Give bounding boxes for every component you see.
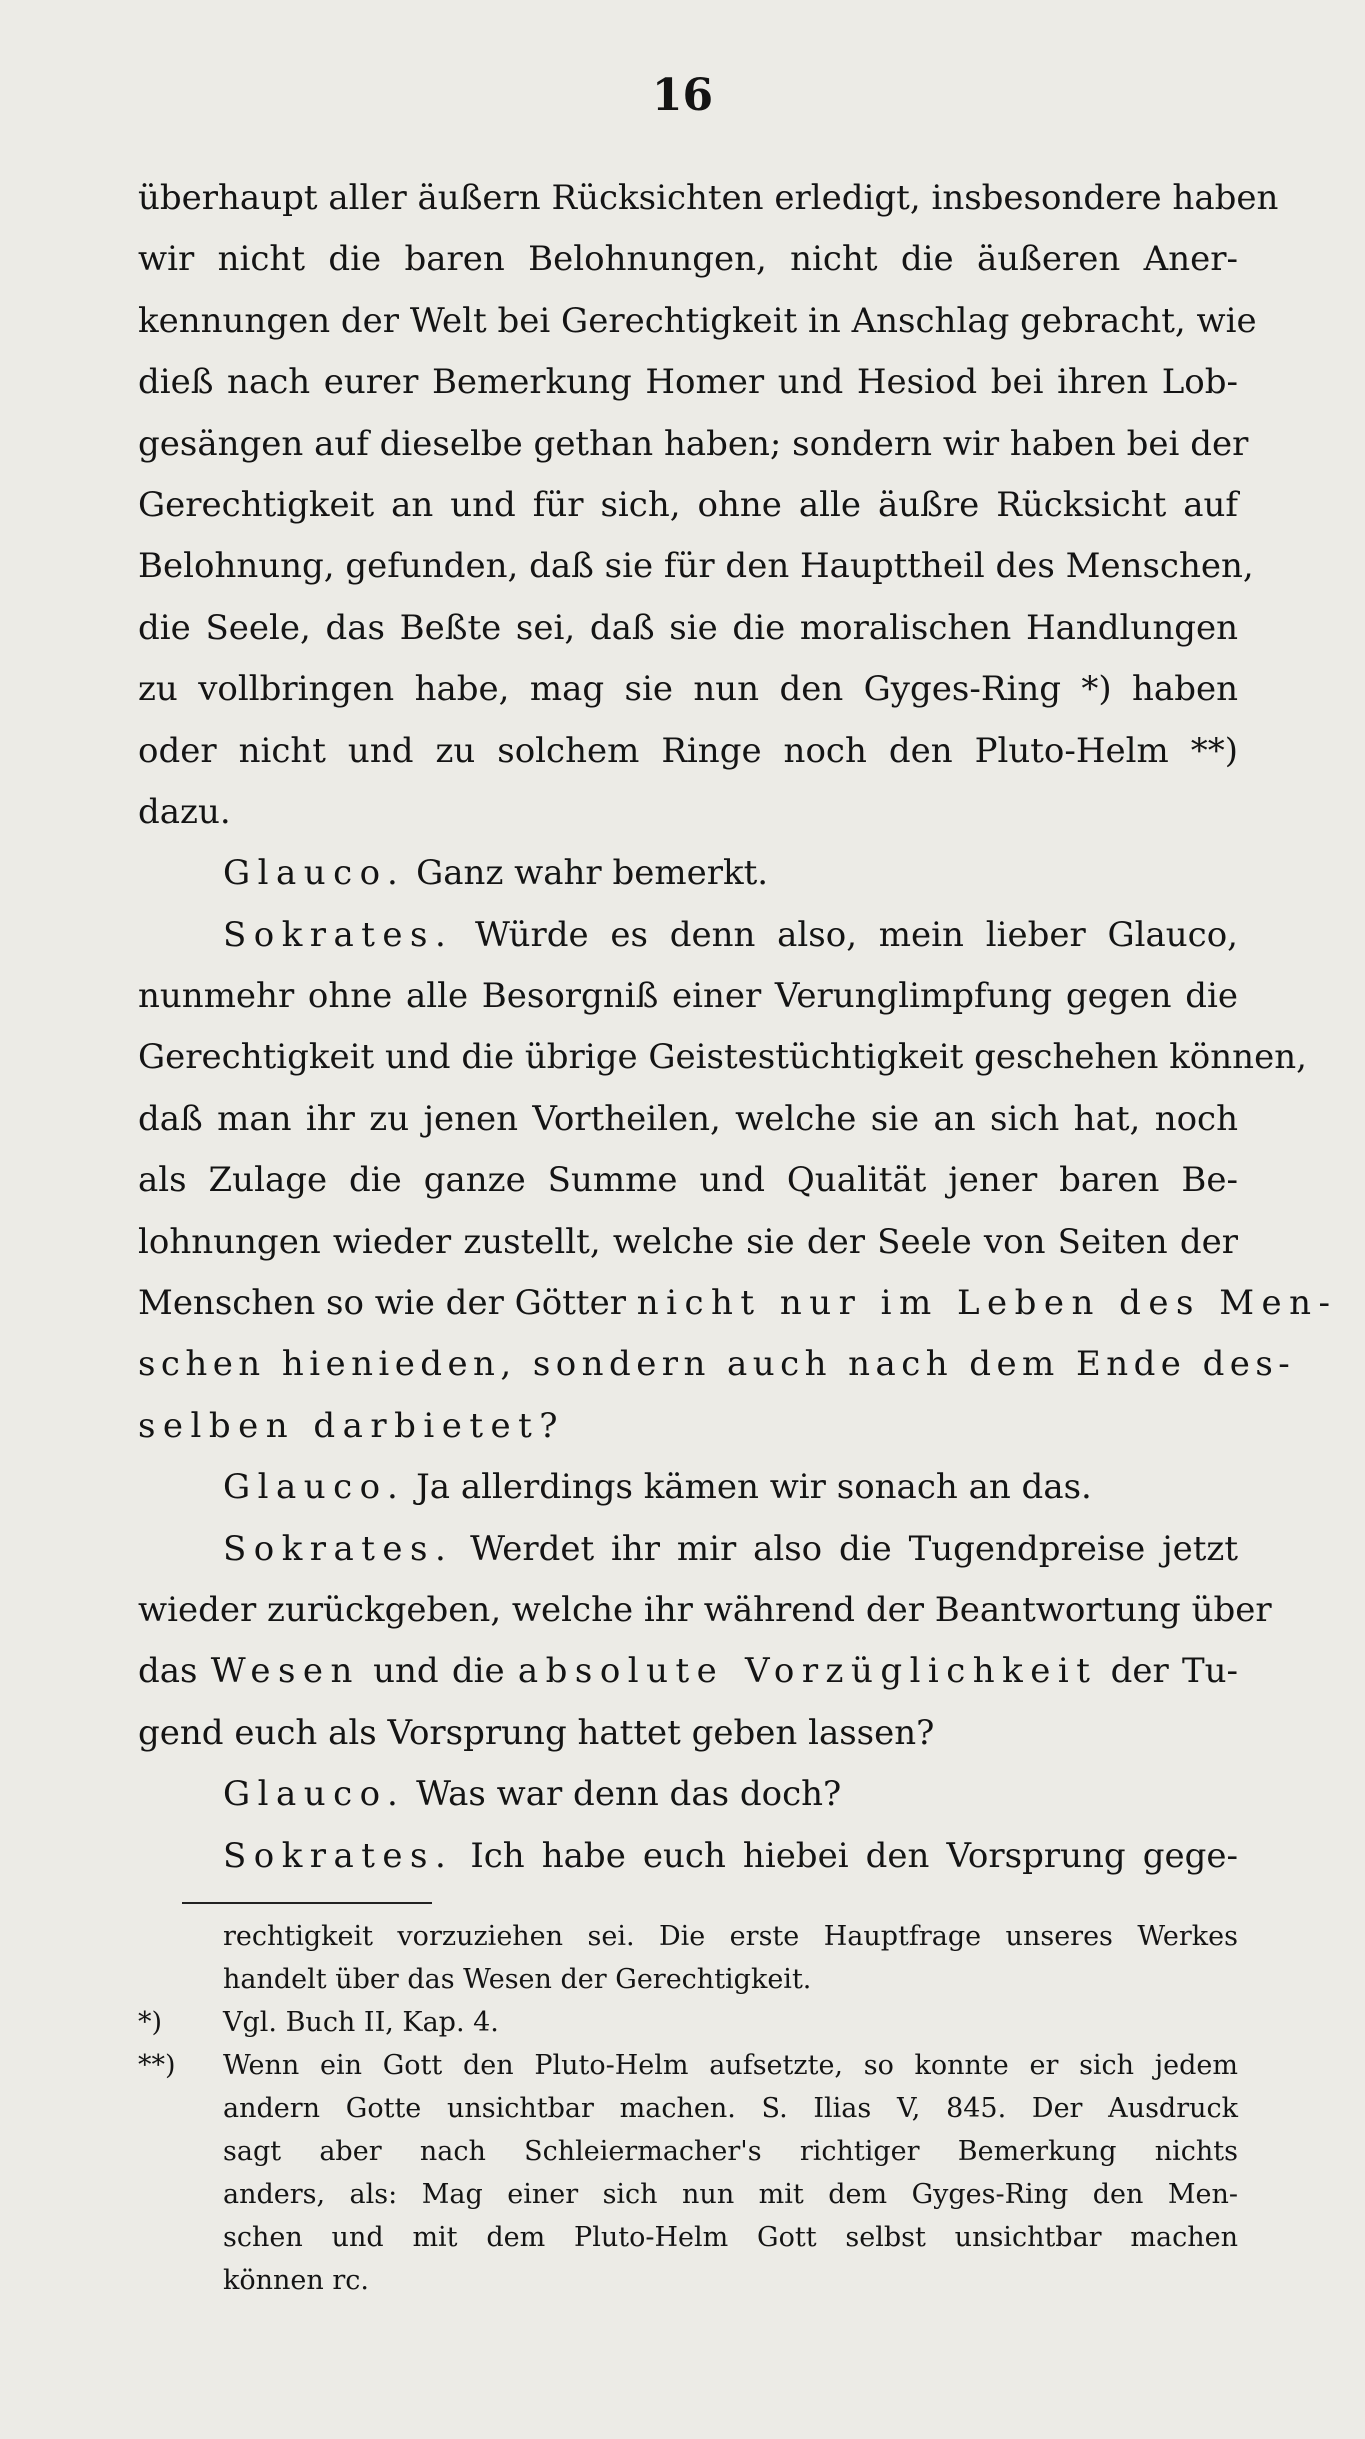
spaced-text: nicht nur im Leben des Men- (636, 1283, 1338, 1324)
text-line: nunmehr ohne alle Besorgniß einer Verunglimpfung gegen die (138, 976, 1238, 1017)
speech-text: Ich habe euch hiebei den Vorsprung gege- (470, 1835, 1238, 1876)
footnote-body (223, 2001, 1238, 2044)
footnotes (138, 1915, 1238, 2302)
text-line: Gerechtigkeit an und für sich, ohne alle äußre Rücksicht auf (138, 484, 1238, 525)
text-segment: der Tu- (1110, 1651, 1239, 1692)
spaced-text: absolute Vorzüglichkeit (517, 1651, 1098, 1692)
text-line: gend euch als Vorsprung hattet geben lassen? (138, 1712, 935, 1753)
footnote (138, 2044, 1238, 2302)
spaced-text: Wesen (210, 1651, 360, 1692)
text-line (138, 1641, 1238, 1702)
speech-text: Ja allerdings kämen wir sonach an das. (416, 1467, 1092, 1508)
dialogue-line (138, 843, 1238, 904)
footnote-line: anders, als: Mag einer sich nun mit dem Gyges-Ring den Men- (223, 2179, 1238, 2210)
footnote-line: sagt aber nach Schleiermacher's richtiger Bemerkung nichts (223, 2136, 1238, 2167)
text-line: Belohnung, gefunden, daß sie für den Haupttheil des Menschen, (138, 546, 1254, 587)
text-segment: und die (373, 1651, 505, 1692)
text-line: dazu. (138, 791, 231, 832)
footnote-line: schen und mit dem Pluto-Helm Gott selbst unsichtbar machen (223, 2222, 1238, 2253)
text-line: daß man ihr zu jenen Vortheilen, welche sie an sich hat, noch (138, 1098, 1238, 1139)
dialogue-line (138, 1764, 1238, 1825)
speech-text: Was war denn das doch? (416, 1774, 842, 1815)
text-line: Gerechtigkeit und die übrige Geistestüchtigkeit geschehen können, (138, 1037, 1307, 1078)
footnote-continuation-line: handelt über das Wesen der Gerechtigkeit. (223, 1964, 812, 1995)
spaced-line: selben darbietet? (138, 1405, 565, 1446)
text-line: gesängen auf dieselbe gethan haben; sondern wir haben bei der (138, 423, 1249, 464)
speaker-name: Glauco. (223, 853, 406, 894)
footnote-continuation-line: rechtigkeit vorzuziehen sei. Die erste Hauptfrage unseres Werkes (223, 1921, 1238, 1952)
text-segment: das (138, 1651, 198, 1692)
text-line (138, 1273, 1338, 1334)
footnote-mark: **) (138, 2050, 176, 2081)
text-line: kennungen der Welt bei Gerechtigkeit in Anschlag gebracht, wie (138, 300, 1257, 341)
speech-text: Werdet ihr mir also die Tugendpreise jetzt (470, 1528, 1239, 1569)
footnote (138, 2001, 1238, 2044)
speaker-name: Glauco. (223, 1467, 406, 1508)
speaker-name: Glauco. (223, 1774, 406, 1815)
text-line: die Seele, das Beßte sei, daß sie die moralischen Handlungen (138, 607, 1238, 648)
footnote-line: andern Gotte unsichtbar machen. S. Ilias V, 845. Der Ausdruck (223, 2093, 1238, 2124)
text-line: oder nicht und zu solchem Ringe noch den Pluto-Helm **) (138, 730, 1238, 771)
footnote-body (223, 2044, 1238, 2302)
text-line: als Zulage die ganze Summe und Qualität jener baren Be- (138, 1160, 1238, 1201)
text-line: überhaupt aller äußern Rücksichten erledigt, insbesondere haben (138, 178, 1279, 218)
text-line: wieder zurückgeben, welche ihr während der Beantwortung über (138, 1589, 1272, 1630)
speaker-name: Sokrates. (223, 914, 454, 955)
footnote-line: können rc. (223, 2265, 369, 2296)
dialogue-line (138, 1519, 1238, 1580)
dialogue-line (138, 1826, 1238, 1887)
main-text (138, 168, 1338, 1887)
text-line: zu vollbringen habe, mag sie nun den Gyges-Ring *) haben (138, 669, 1238, 710)
spaced-line: schen hienieden, sondern auch nach dem Ende des- (138, 1344, 1296, 1385)
speech-text: Ganz wahr bemerkt. (416, 853, 769, 894)
speech-text: Würde es denn also, mein lieber Glauco, (475, 914, 1238, 955)
text-line: wir nicht die baren Belohnungen, nicht die äußeren Aner- (138, 239, 1238, 280)
dialogue-line (138, 1457, 1238, 1518)
dialogue-line (138, 905, 1238, 966)
footnote-separator (182, 1902, 432, 1904)
speaker-name: Sokrates. (223, 1528, 454, 1569)
text-segment: Menschen so wie der Götter (138, 1283, 626, 1324)
footnote-line: Wenn ein Gott den Pluto-Helm aufsetzte, so konnte er sich jedem (223, 2050, 1238, 2081)
footnote-line: Vgl. Buch II, Kap. 4. (223, 2007, 499, 2038)
text-line: lohnungen wieder zustellt, welche sie der Seele von Seiten der (138, 1221, 1238, 1262)
speaker-name: Sokrates. (223, 1835, 454, 1876)
text-line: dieß nach eurer Bemerkung Homer und Hesiod bei ihren Lob- (138, 362, 1238, 403)
page-number: 16 (651, 70, 714, 121)
footnote-mark: *) (138, 2007, 163, 2038)
